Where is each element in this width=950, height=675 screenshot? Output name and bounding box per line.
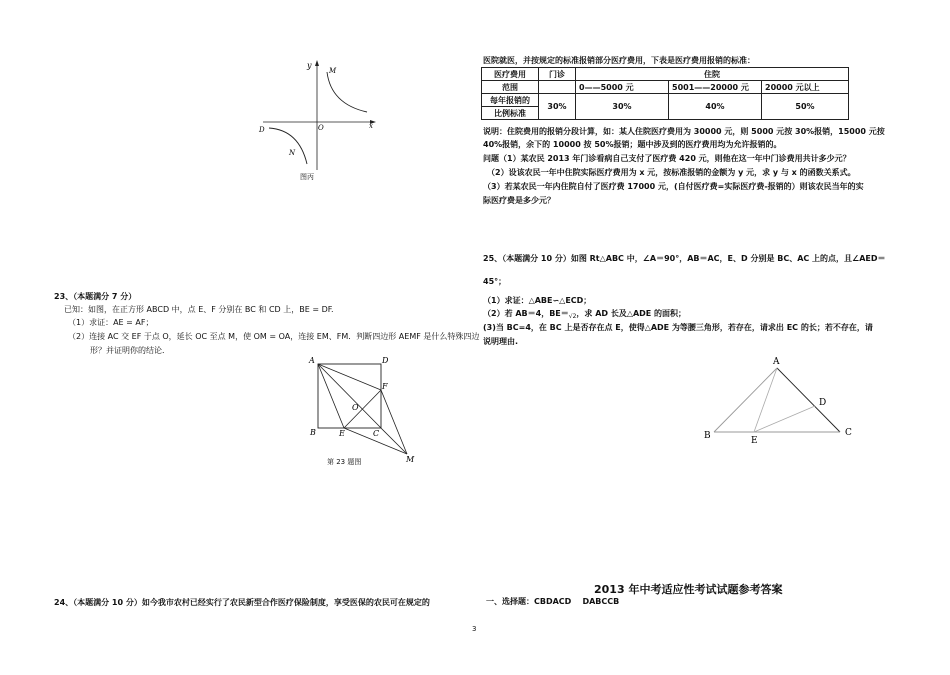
label-y: y — [307, 61, 312, 70]
q25-part2-a: （2）若 AB＝4，BE＝ — [483, 309, 569, 318]
q24-header: 24、（本题满分 10 分）如今我市农村已经实行了农民新型合作医疗保险制度，享受医保的农民可在规定的 — [54, 598, 430, 607]
fig23-label-d: D — [382, 356, 389, 365]
hyperbola-branch-lower — [269, 128, 307, 164]
q23-given: 已知：如图，在正方形 ABCD 中，点 E、F 分别在 BC 和 CD 上，BE = DF. — [64, 305, 334, 314]
q23-header: 23、（本题满分 7 分） — [54, 292, 137, 301]
q24-problem3-line1: （3）若某农民一年内住院自付了医疗费 17000 元，(自付医疗费=实际医疗费-报销的）则该农民当年的实 — [483, 182, 864, 191]
label-o: O — [318, 124, 324, 132]
q24-problem1: 问题（1）某农民 2013 年门诊看病自己支付了医疗费 420 元，则他在这一年中门诊费用共计多少元？ — [483, 154, 851, 163]
cell-r3c5: 50% — [762, 94, 849, 120]
segment-cm — [381, 428, 407, 454]
segment-ab — [714, 368, 777, 432]
q24-note2: 40%报销，余下的 10000 按 50%报销；题中涉及到的医疗费用均为允许报销的。 — [483, 140, 782, 149]
q25-sqrt2: √2 — [568, 313, 577, 320]
q25-line1: 25、（本题满分 10 分）如图 Rt△ABC 中，∠A＝90°，AB＝AC，E、D 分别是 BC、AC 上的点，且∠AED＝ — [483, 254, 886, 263]
fig23-label-f: F — [382, 382, 388, 391]
cell-r1c1: 医疗费用 — [482, 68, 539, 81]
reimbursement-table — [481, 67, 849, 120]
q25-part3-line1: (3)当 BC=4，在 BC 上是否存在点 E，使得△ADE 为等腰三角形，若存在，请求出 EC 的长；若不存在，请 — [483, 323, 873, 332]
q25-line2: 45°； — [483, 277, 507, 286]
q24-problem2: （2）设该农民一年中住院实际医疗费用为 x 元，按标准报销的金额为 y 元，求 y 与 x 的函数关系式。 — [487, 168, 856, 177]
q25-figure — [700, 354, 860, 446]
cell-r2c5: 20000 元以上 — [762, 81, 849, 94]
fig25-label-e: E — [751, 436, 758, 446]
cell-r3c3: 30% — [576, 94, 669, 120]
cell-r4c1: 比例标准 — [482, 107, 539, 120]
answers-title: 2013 年中考适应性考试试题参考答案 — [594, 583, 783, 596]
q25-part2 — [483, 308, 686, 322]
cell-r3c1: 每年报销的 — [482, 94, 539, 107]
segment-fm — [381, 390, 407, 454]
fig23-label-c: C — [373, 429, 380, 438]
q24-continued: 医院就医，并按规定的标准报销部分医疗费用，下表是医疗费用报销的标准： — [483, 56, 755, 65]
cell-r2c3: 0——5000 元 — [576, 81, 669, 94]
label-m: M — [329, 67, 337, 75]
q23-part2-line1: （2）连接 AC 交 EF 于点 O，延长 OC 至点 M，使 OM = OA，连接 EM、FM．判断四边形 AEMF 是什么特殊四边 — [68, 332, 480, 341]
fig25-label-b: B — [704, 431, 711, 441]
hyperbola-graph — [255, 58, 385, 184]
q25-part3-line2: 说明理由. — [483, 337, 519, 346]
q25-part2-b: ，求 AD 长及△ADE 的面积； — [576, 309, 687, 318]
q24-note1: 说明：住院费用的报销分段计算，如：某人住院医疗费用为 30000 元，则 5000 元按 30%报销，15000 元按 — [483, 127, 885, 136]
q25-part1: （1）求证：△ABE∽△ECD； — [483, 296, 592, 305]
q23-figure — [305, 352, 425, 467]
fig23-label-a: A — [309, 356, 315, 365]
q23-fig-caption: 第 23 题图 — [327, 458, 362, 466]
cell-r1c3: 住院 — [576, 68, 849, 81]
segment-af — [318, 364, 381, 390]
hyperbola-branch-upper — [327, 72, 367, 112]
graph-caption: 图丙 — [300, 173, 314, 181]
fig23-label-o: O — [352, 403, 359, 412]
cell-r2c2 — [539, 81, 576, 94]
fig25-label-a: A — [773, 357, 780, 367]
label-x: x — [369, 122, 373, 130]
segment-ed — [754, 406, 815, 432]
cell-r1c2: 门诊 — [539, 68, 576, 81]
cell-r3c4: 40% — [669, 94, 762, 120]
fig23-label-e: E — [339, 429, 345, 438]
label-n: N — [289, 149, 296, 157]
fig23-label-b: B — [310, 428, 316, 437]
fig25-label-d: D — [819, 398, 827, 408]
cell-r2c4: 5001——20000 元 — [669, 81, 762, 94]
q23-part2-line2: 形？并证明你的结论． — [90, 346, 170, 355]
cell-r3c2: 30% — [539, 94, 576, 120]
label-d: D — [259, 126, 265, 134]
segment-ac — [318, 364, 381, 428]
q23-part1: （1）求证：AE = AF； — [68, 318, 154, 327]
segment-ac — [777, 368, 840, 432]
fig23-label-m: M — [406, 455, 415, 464]
fig25-label-c: C — [845, 428, 852, 438]
q24-problem3-line2: 际医疗费是多少元？ — [483, 196, 555, 205]
page-number: 3 — [472, 625, 477, 633]
segment-ae — [318, 364, 344, 428]
segment-ae — [754, 368, 777, 432]
y-axis-arrow — [315, 60, 319, 66]
cell-r2c1: 范围 — [482, 81, 539, 94]
answers-choice: 一、选择题：CBDACD DABCCB — [486, 597, 620, 606]
